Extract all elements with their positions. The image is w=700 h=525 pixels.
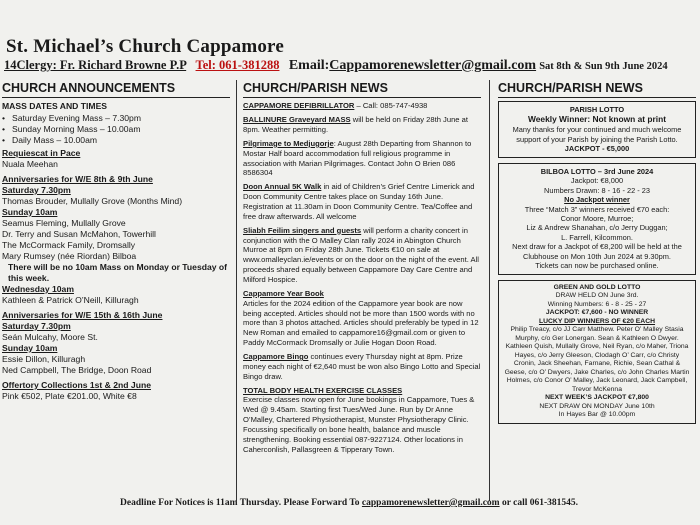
notice-title: Doon Annual 5K Walk [243,182,322,192]
lotto-jackpot: JACKPOT - €5,000 [564,144,630,154]
mass-slot: Wednesday 10am [2,284,74,294]
box-title: PARISH LOTTO [569,105,625,114]
year-book-notice: Articles for the 2024 edition of the Cappamore year book are now being accepted. Articles should not be more than 1500 words with no more than 3 photos attached. Articles should preferably be typed in 12 New Roman and emailed to cappamore16@gmail.com or given to Paddy McCormack Dromsally or Julie Hogan Doon Road. [243,298,479,348]
notice-title: Cappamore Year Book [243,288,324,298]
requiescat-name: Nuala Meehan [2,159,58,169]
list-item: • Daily Mass – 10.00am [2,135,230,146]
list-item: • Sunday Morning Mass – 10.00am [2,124,230,135]
footer-email-link[interactable]: cappamorenewsletter@gmail.com [361,498,500,508]
medjugorje-notice: Pilgrimage to Medjugorje: August 28th Departing from Shannon to Mostar Half board accommodation full religious programme in association with Marian Pilgrimages. Contact John O Brien 086 8586304 [243,138,472,178]
bilboa-numbers: Numbers Drawn: 8 - 16 - 22 - 23 [544,185,650,195]
church-announcements-column [2,80,230,402]
column-divider [489,80,490,501]
list-item: Conor Moore, Murroe; [560,213,634,223]
greengold-numbers: Winning Numbers: 6 - 8 - 25 - 27 [547,300,647,308]
box-title: GREEN AND GOLD LOTTO [553,283,641,291]
email-label: Email: [288,58,330,73]
column-heading: CHURCH/PARISH NEWS [243,80,481,98]
mass-slot: Sunday 10am [2,343,58,353]
telephone: Tel: 061-381288 [195,58,280,72]
anniversary-names: Seán Mulcahy, Moore St. [2,332,98,342]
bilboa-match3: Three “Match 3” winners received €70 each: [524,204,670,214]
header-info-bar [4,58,696,74]
anniversary-names: Mary Rumsey (née Riordan) Bilboa [2,251,137,261]
greengold-draw: DRAW HELD ON June 3rd. [555,292,639,300]
offertory-heading: Offertory Collections 1st & 2nd June [2,380,151,390]
notice-title: Pilgrimage to Medjugorje [243,138,334,148]
anniversary-names: Dr. Terry and Susan McMahon, Towerhill [2,229,156,239]
mass-times-list [2,113,230,146]
anniversaries-heading: Anniversaries for W/E 15th & 16th June [2,310,163,320]
defibrillator-notice: CAPPAMORE DEFIBRILLATOR – Call: 085-747-4938 [243,101,428,111]
sliabh-feilim-notice: Sliabh Feilim singers and guests will perform a charity concert in conjunction with the O Malley Clan rally 2024 in Abington Church Murroe at 8pm on Friday 28th June. Tickets €10 on sale at www.omalleyclan.ie/events or on the door on the night of the event. All proceeds shared equally between Cappamore Day Care Centre and Milford Hospice. [243,225,479,284]
requiescat-heading: Requiescat in Pace [2,148,81,158]
mass-slot: Saturday 7.30pm [2,185,71,195]
parish-news-column [243,80,481,459]
bilboa-jackpot: Jackpot: €8,000 [570,176,624,186]
exercise-classes-notice: Exercise classes now open for June bookings in Cappamore, Tues & Wed @ 9.45am. Starting first Tues/Wed June. Run by Dr Anne O’Malley, Chartered Physiotherapist, Munster Physiotherapy Clinic. Focussing specifically on bone health, balance and muscle strengthening. Booking essential 087-9227124. Other locations in Caherconlish, Pallasgreen & Tipperary Town. [243,395,475,454]
parish-news-column-right [498,80,696,429]
ballinure-notice: BALLINURE Graveyard MASS will be held on Friday 28th June at 8pm. Weather permitting. [243,115,468,134]
anniversary-names: Essie Dillon, Killuragh [2,354,86,364]
list-item: Liz & Andrew Shanahan, c/o Jerry Duggan; [526,223,668,233]
bilboa-no-winner: No Jackpot winner [564,195,630,205]
anniversary-names: Thomas Brouder, Mullally Grove (Months Mind) [2,196,183,206]
page-title: St. Michael’s Church Cappamore [6,36,284,57]
doon-walk-notice: Doon Annual 5K Walk in aid of Children’s Grief Centre Limerick and Doon Community Centre takes place on Sunday 16th June. Registration at 11.30am in Doon Community Centre. Tea/Coffee and free draw afterwards. All welcome [243,182,475,221]
anniversary-names: Seamus Fleming, Mullally Grove [2,218,126,228]
mass-slot: Saturday 7.30pm [2,321,71,331]
lotto-thanks: Many thanks for your continued and much welcome support of your Parish by joining the Parish Lotto. [512,125,682,144]
offertory-text: Pink €502, Plate €201.00, White €8 [2,391,137,401]
column-heading: CHURCH ANNOUNCEMENTS [2,80,230,98]
column-divider [236,80,237,501]
green-gold-lotto-box [498,280,696,424]
notice-title: Sliabh Feilim singers and guests [243,225,362,235]
bilboa-online: Tickets can now be purchased online. [535,261,659,271]
greengold-lucky-heading: LUCKY DIP WINNERS OF €20 EACH [538,317,656,325]
weekly-winner: Weekly Winner: Not known at print [528,114,666,125]
clergy-label: 14Clergy: Fr. Richard Browne P.P [4,58,187,72]
greengold-venue: In Hayes Bar @ 10.00pm [558,411,636,419]
anniversary-names: Kathleen & Patrick O’Neill, Killuragh [2,295,139,305]
anniversary-names: The McCormack Family, Dromsally [2,240,136,250]
notice-title: Cappamore Bingo [243,352,309,362]
footer-deadline: Deadline For Notices is 11am Thursday. Please Forward To cappamorenewsletter@gmail.com or call 061-381545. [120,498,579,508]
notice-title: BALLINURE Graveyard MASS [243,115,351,125]
issue-dates: Sat 8th & Sun 9th June 2024 [539,61,668,72]
notice-title: CAPPAMORE DEFIBRILLATOR [243,101,355,111]
email-link[interactable]: Cappamorenewsletter@gmail.com [329,58,537,73]
greengold-next-draw: NEXT DRAW ON MONDAY June 10th [539,402,655,410]
anniversaries-heading: Anniversaries for W/E 8th & 9th June [2,174,153,184]
bilboa-lotto-box [498,163,696,275]
no-mass-notice: There will be no 10am Mass on Monday or Tuesday of this week. [8,262,228,283]
notice-title: TOTAL BODY HEALTH EXERCISE CLASSES [243,385,403,395]
box-title: BILBOA LOTTO – 3rd June 2024 [540,166,654,176]
bilboa-next-draw: Next draw for a Jackpot of €8,200 will be held at the Clubhouse on Mon 10th Jun 2024 at 9.30pm. [512,242,682,261]
column-heading: CHURCH/PARISH NEWS [498,80,696,98]
anniversary-names: Ned Campbell, The Bridge, Doon Road [2,365,152,375]
list-item: L. Farrell, Kilcommon. [561,232,633,242]
greengold-jackpot: JACKPOT: €7,600 - NO WINNER [545,309,649,317]
mass-slot: Sunday 10am [2,207,58,217]
greengold-winners: Philip Treacy, c/o JJ Carr Matthew. Peter O’ Malley Stasia Murphy, c/o Ger Lonergan. Sean & Kathleen O Dwyer. Kathleen Quish, Mullally Grove, Neil Ryan, c/o Maher, Triona Hayes, c/o Jerry Gleeson, Clodagh O’ Carr, c/o Christy Cronin, Jack Sheehan, Farnane, Richie, Sean Cathal & Geese, c/o O’ Dwyers, Jake Charles, c/o John Charles Martin Holmes, c/o Conor O’ Malley, Jack Leonard, Jack Campbell, Trevor McKenna [504,326,690,393]
greengold-next-jackpot: NEXT WEEK’S JACKPOT €7,800 [545,394,649,402]
mass-heading: MASS DATES AND TIMES [2,101,108,111]
parish-lotto-box [498,101,696,158]
bingo-notice: Cappamore Bingo continues every Thursday night at 8pm. Prize money each night of €2,640 must be won also Bingo Lotto and Special Bingo draw. [243,352,481,381]
list-item: • Saturday Evening Mass – 7.30pm [2,113,230,124]
